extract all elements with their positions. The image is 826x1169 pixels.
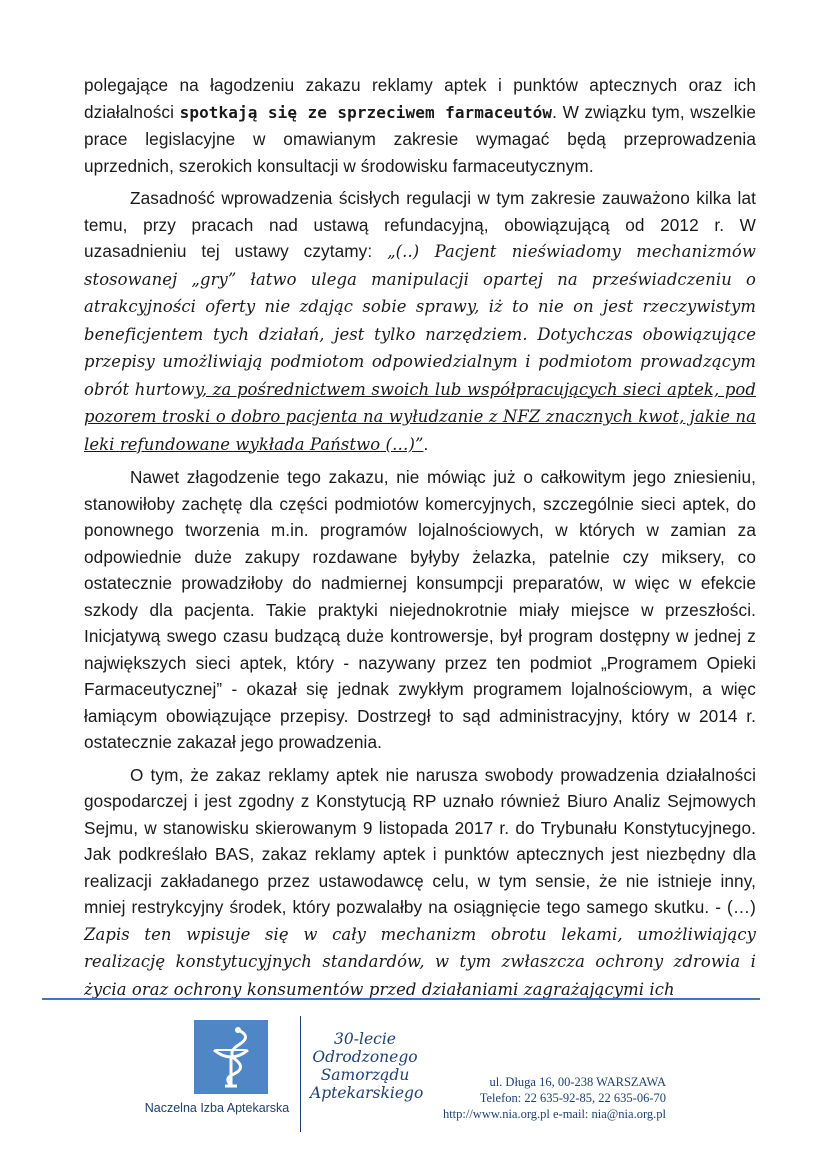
anniversary-line-1: 30-lecie [334, 1030, 396, 1048]
phone: Telefon: 22 635-92-85, 22 635-06-70 [479, 1091, 666, 1105]
address: ul. Długa 16, 00-238 WARSZAWA [489, 1075, 666, 1089]
paragraph-3: Nawet złagodzenie tego zakazu, nie mówiąc już o całkowitym jego zniesieniu, stanowiłoby zachętę dla części podmiotów komercyjnych, szczególnie sieci aptek, do ponownego tworzenia m.in. programów lojalnościowych, w których w zamian za odpowiednie duże zakupy rozdawane byłyby żelazka, patelnie czy miksery, co ostatecznie prowadziłoby do nadmiernej konsumpcji preparatów, w więc w efekcie szkody dla pacjenta. Takie praktyki niejednokrotnie miały miejsce w przeszłości. Inicjatywą swego czasu budzącą duże kontrowersje, był program dostępny w jednej z największych sieci aptek, który - nazywany przez ten podmiot „Programem Opieki Farmaceutycznej” - okazał się jednak zwykłym programem lojalnościowym, a więc łamiącym obowiązujące przepisy. Dostrzegł to sąd administracyjny, który w 2014 r. ostatecznie zakazał jego prowadzenia. [84, 467, 756, 752]
organization-name: Naczelna Izba Aptekarska [144, 1101, 290, 1115]
emphasis-farmaceutow: spotkają się ze sprzeciwem farmaceutów [179, 102, 553, 122]
anniversary-logo [310, 1030, 424, 1102]
footer-separator [300, 1016, 301, 1132]
web-email: http://www.nia.org.pl e-mail: nia@nia.org.pl [442, 1107, 666, 1121]
quote-italic: „(..) Pacjent nieświadomy mechanizmów stosowanej „gry” łatwo ulega manipulacji opartej na przeświadczeniu o atrakcyjności oferty nie zdając sobie sprawy, iż to nie on jest rzeczywistym beneficjentem tych działań, jest tylko narzędziem. Dotychczas obowiązujące przepisy umożliwiają podmiotom odpowiedzialnym i podmiotom prowadzącym obrót hurtowy [84, 242, 756, 399]
letterhead-footer [0, 1000, 826, 1169]
nia-logo-icon [194, 1020, 268, 1094]
quote-underlined: , za pośrednictwem swoich lub współpracujących sieci aptek, pod pozorem troski o dobro pacjenta na wyłudzanie z NFZ znacznych kwot, jakie na leki refundowane wykłada Państwo (…)” [84, 379, 756, 454]
bas-quote-italic: Zapis ten wpisuje się w cały mechanizm obrotu lekami, umożliwiający realizację konstytucyjnych standardów, w tym zwłaszcza ochrony zdrowia i życia oraz ochrony konsumentów przed działaniami zagrażającymi ich [84, 924, 756, 999]
anniversary-line-2: Odrodzonego [312, 1048, 418, 1066]
paragraph-2: Zasadność wprowadzenia ścisłych regulacji w tym zakresie zauważono kilka lat temu, przy pracach nad ustawą refundacyjną, obowiązującą od 2012 r. W uzasadnieniu tej ustawy czytamy: „(..) Pacjent nieświadomy mechanizmów stosowanej „gry” łatwo ulega manipulacji opartej na przeświadczeniu o atrakcyjności oferty nie zdając sobie sprawy, iż to nie on jest rzeczywistym beneficjentem tych działań, jest tylko narzędziem. Dotychczas obowiązujące przepisy umożliwiają podmiotom odpowiedzialnym i podmiotom prowadzącym obrót hurtowy, za pośrednictwem swoich lub współpracujących sieci aptek, pod pozorem troski o dobro pacjenta na wyłudzanie z NFZ znacznych kwot, jakie na leki refundowane wykłada Państwo (…)”. [84, 188, 756, 454]
paragraph-4: O tym, że zakaz reklamy aptek nie narusza swobody prowadzenia działalności gospodarczej i jest zgodny z Konstytucją RP uznało również Biuro Analiz Sejmowych Sejmu, w stanowisku skierowanym 9 listopada 2017 r. do Trybunału Konstytucyjnego. Jak podkreślało BAS, zakaz reklamy aptek i punktów aptecznych jest niezbędny dla realizacji zakładanego przez ustawodawcę celu, w tym sensie, że nie istnieje inny, mniej restrykcyjny środek, który pozwalałby na osiągnięcie tego samego skutku. - (…) Zapis ten wpisuje się w cały mechanizm obrotu lekami, umożliwiający realizację konstytucyjnych standardów, w tym zwłaszcza ochrony zdrowia i życia oraz ochrony konsumentów przed działaniami zagrażającymi ich [84, 764, 756, 999]
letter-body [84, 72, 756, 1009]
paragraph-1: polegające na łagodzeniu zakazu reklamy aptek i punktów aptecznych oraz ich działalności spotkają się ze sprzeciwem farmaceutów. W związku tym, wszelkie prace legislacyjne w omawianym zakresie wymagać będą przeprowadzenia uprzednich, szerokich konsultacji w środowisku farmaceutycznym. [84, 75, 756, 176]
anniversary-line-3: Samorządu [320, 1066, 410, 1084]
anniversary-line-4: Aptekarskiego [310, 1084, 424, 1102]
contact-block [424, 1074, 666, 1122]
